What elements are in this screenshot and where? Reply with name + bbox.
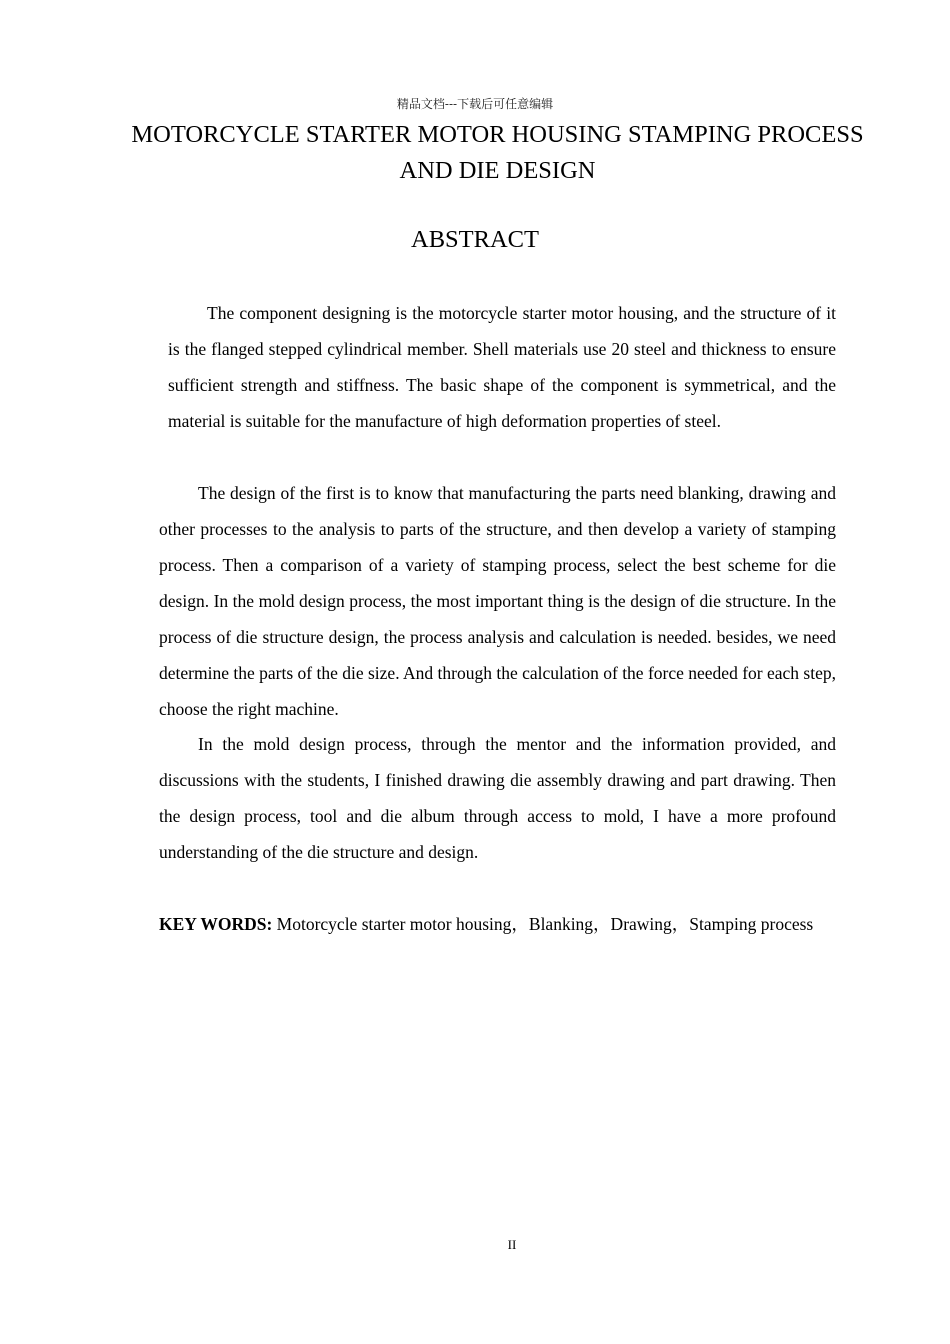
abstract-paragraph-3: In the mold design process, through the mentor and the information provided, and discussions with the students, I finished drawing die assembly drawing and part drawing. Then the design process, tool and die album through access to mold, I have a more profound understanding of the die structure and design. xyxy=(159,734,836,862)
header-note: 精品文档---下载后可任意编辑 xyxy=(396,97,554,111)
page-number: II xyxy=(507,1237,517,1252)
document-title: MOTORCYCLE STARTER MOTOR HOUSING STAMPING PROCESS AND DIE DESIGN xyxy=(131,121,864,184)
keywords xyxy=(159,906,836,942)
abstract-paragraph-1: The component designing is the motorcycle starter motor housing, and the structure of it is the flanged stepped cylindrical member. Shell materials use 20 steel and thickness to ensure sufficient strength and stiffness. The basic shape of the component is symmetrical, and the material is suitable for the manufacture of high deformation properties of steel. xyxy=(168,303,836,431)
abstract-heading: ABSTRACT xyxy=(411,226,539,253)
abstract-paragraph-2: The design of the first is to know that manufacturing the parts need blanking, drawing and other processes to the analysis to parts of the structure, and then develop a variety of stamping process. Then a comparison of a variety of stamping process, select the best scheme for die design. In the mold design process, the most important thing is the design of die structure. In the process of die structure design, the process analysis and calculation is needed. besides, we need determine the parts of the die size. And through the calculation of the force needed for each step, choose the right machine. xyxy=(159,483,836,719)
keywords-text: Motorcycle starter motor housing，Blanking，Drawing，Stamping process xyxy=(272,914,814,934)
keywords-label: KEY WORDS: xyxy=(159,914,273,934)
